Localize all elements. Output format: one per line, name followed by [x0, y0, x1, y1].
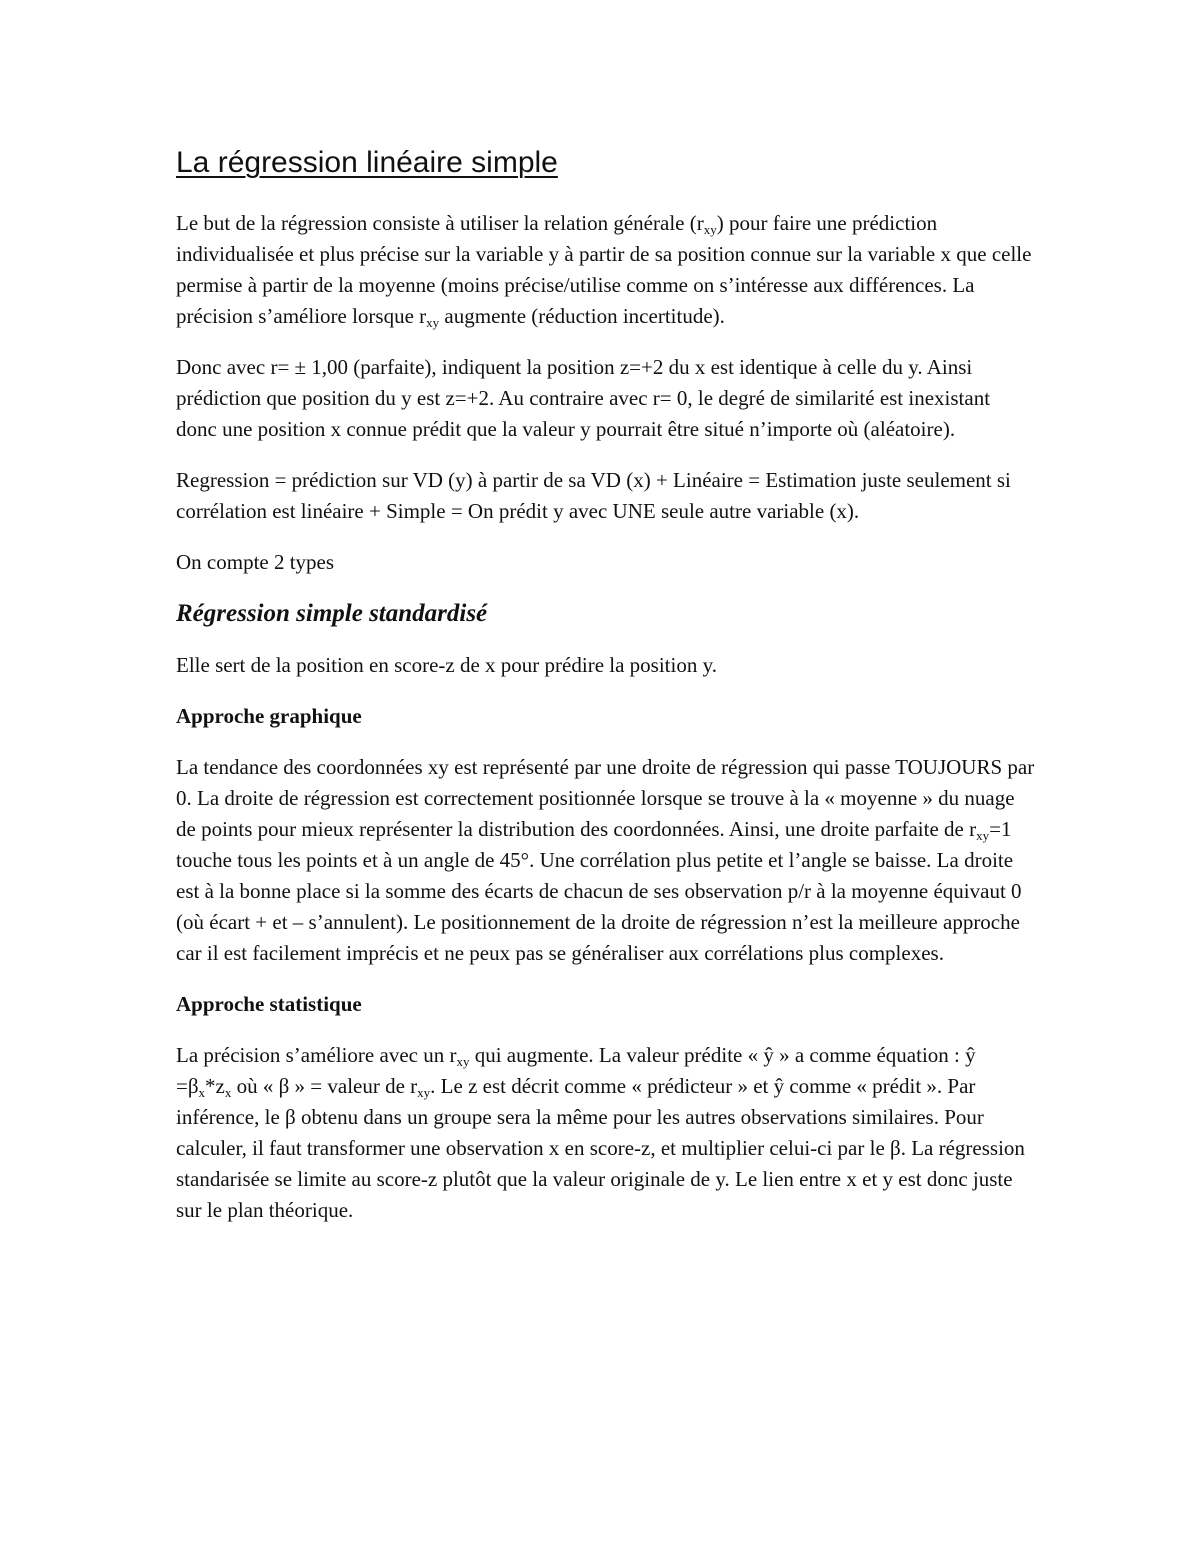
section-heading: Régression simple standardisé: [176, 600, 488, 627]
intro-text-3: augmente (réduction incertitude).: [439, 304, 725, 328]
document-title: La régression linéaire simple: [176, 146, 558, 179]
statistique-text-5: . Le z est décrit comme « prédicteur » et ŷ comme « prédit ». Par inférence, le β obtenu dans un groupe sera la même pour les autres observations similaires. Pour calculer, il faut transformer une observation x en score-z, et multiplier celui-ci par le β. La régression standarisée se limite au score-z plutôt que la valeur originale de y. Le lien entre x et y est donc juste sur le plan théorique.: [176, 1074, 1025, 1222]
statistique-text-2: qui augmente. La valeur prédite « ŷ » a comme équation : ŷ =β: [176, 1043, 976, 1098]
statistique-text-4: où « β » = valeur de r: [231, 1074, 418, 1098]
graphique-paragraph: [176, 752, 1036, 969]
statistique-text-3: *z: [205, 1074, 225, 1098]
graphique-text-2: =1 touche tous les points et à un angle de 45°. Une corrélation plus petite et l’angle se baisse. La droite est à la bonne place si la somme des écarts de chacun de ses observation p/r à la moyenne équivaut 0 (où écart + et – s’annulent). Le positionnement de la droite de régression n’est la meilleure approche car il est facilement imprécis et ne peux pas se généraliser aux corrélations plus complexes.: [176, 817, 1022, 965]
types-paragraph: On compte 2 types: [176, 550, 335, 574]
statistique-paragraph: [176, 1040, 1036, 1226]
intro-text-2: ) pour faire une prédiction individualisée et plus précise sur la variable y à partir de sa position connue sur la variable x que celle permise à partir de la moyenne (moins précise/utilise comme on s’intéresse aux différences. La précision s’améliore lorsque r: [176, 211, 1032, 328]
regression-definition-paragraph: Regression = prédiction sur VD (y) à partir de sa VD (x) + Linéaire = Estimation juste seulement si corrélation est linéaire + Simple = On prédit y avec UNE seule autre variable (x).: [176, 468, 1011, 523]
donc-paragraph: Donc avec r= ± 1,00 (parfaite), indiquent la position z=+2 du x est identique à celle du y. Ainsi prédiction que position du y est z=+2. Au contraire avec r= 0, le degré de similarité est inexistant donc une position x connue prédit que la valeur y pourrait être situé n’importe où (aléatoire).: [176, 355, 991, 441]
statistique-subscript-1: xy: [456, 1054, 470, 1069]
graphique-text-1: La tendance des coordonnées xy est représenté par une droite de régression qui passe TOUJOURS par 0. La droite de régression est correctement positionnée lorsque se trouve à la « moyenne » du nuage de points pour mieux représenter la distribution des coordonnées. Ainsi, une droite parfaite de r: [176, 755, 1035, 841]
statistique-text-1: La précision s’améliore avec un r: [176, 1043, 457, 1067]
intro-text-1: Le but de la régression consiste à utiliser la relation générale (r: [176, 211, 704, 235]
document-page: [176, 140, 1036, 1246]
intro-subscript-1: xy: [703, 222, 717, 237]
intro-subscript-2: xy: [426, 315, 440, 330]
statistique-subscript-4: xy: [417, 1085, 431, 1100]
section-intro-paragraph: Elle sert de la position en score-z de x pour prédire la position y.: [176, 653, 717, 677]
statistique-subscript-2: x: [198, 1085, 206, 1100]
graphique-subscript-1: xy: [976, 828, 990, 843]
statistique-subscript-3: x: [224, 1085, 232, 1100]
intro-paragraph: [176, 208, 1036, 332]
subheading-statistique: Approche statistique: [176, 992, 362, 1016]
subheading-graphique: Approche graphique: [176, 704, 362, 728]
